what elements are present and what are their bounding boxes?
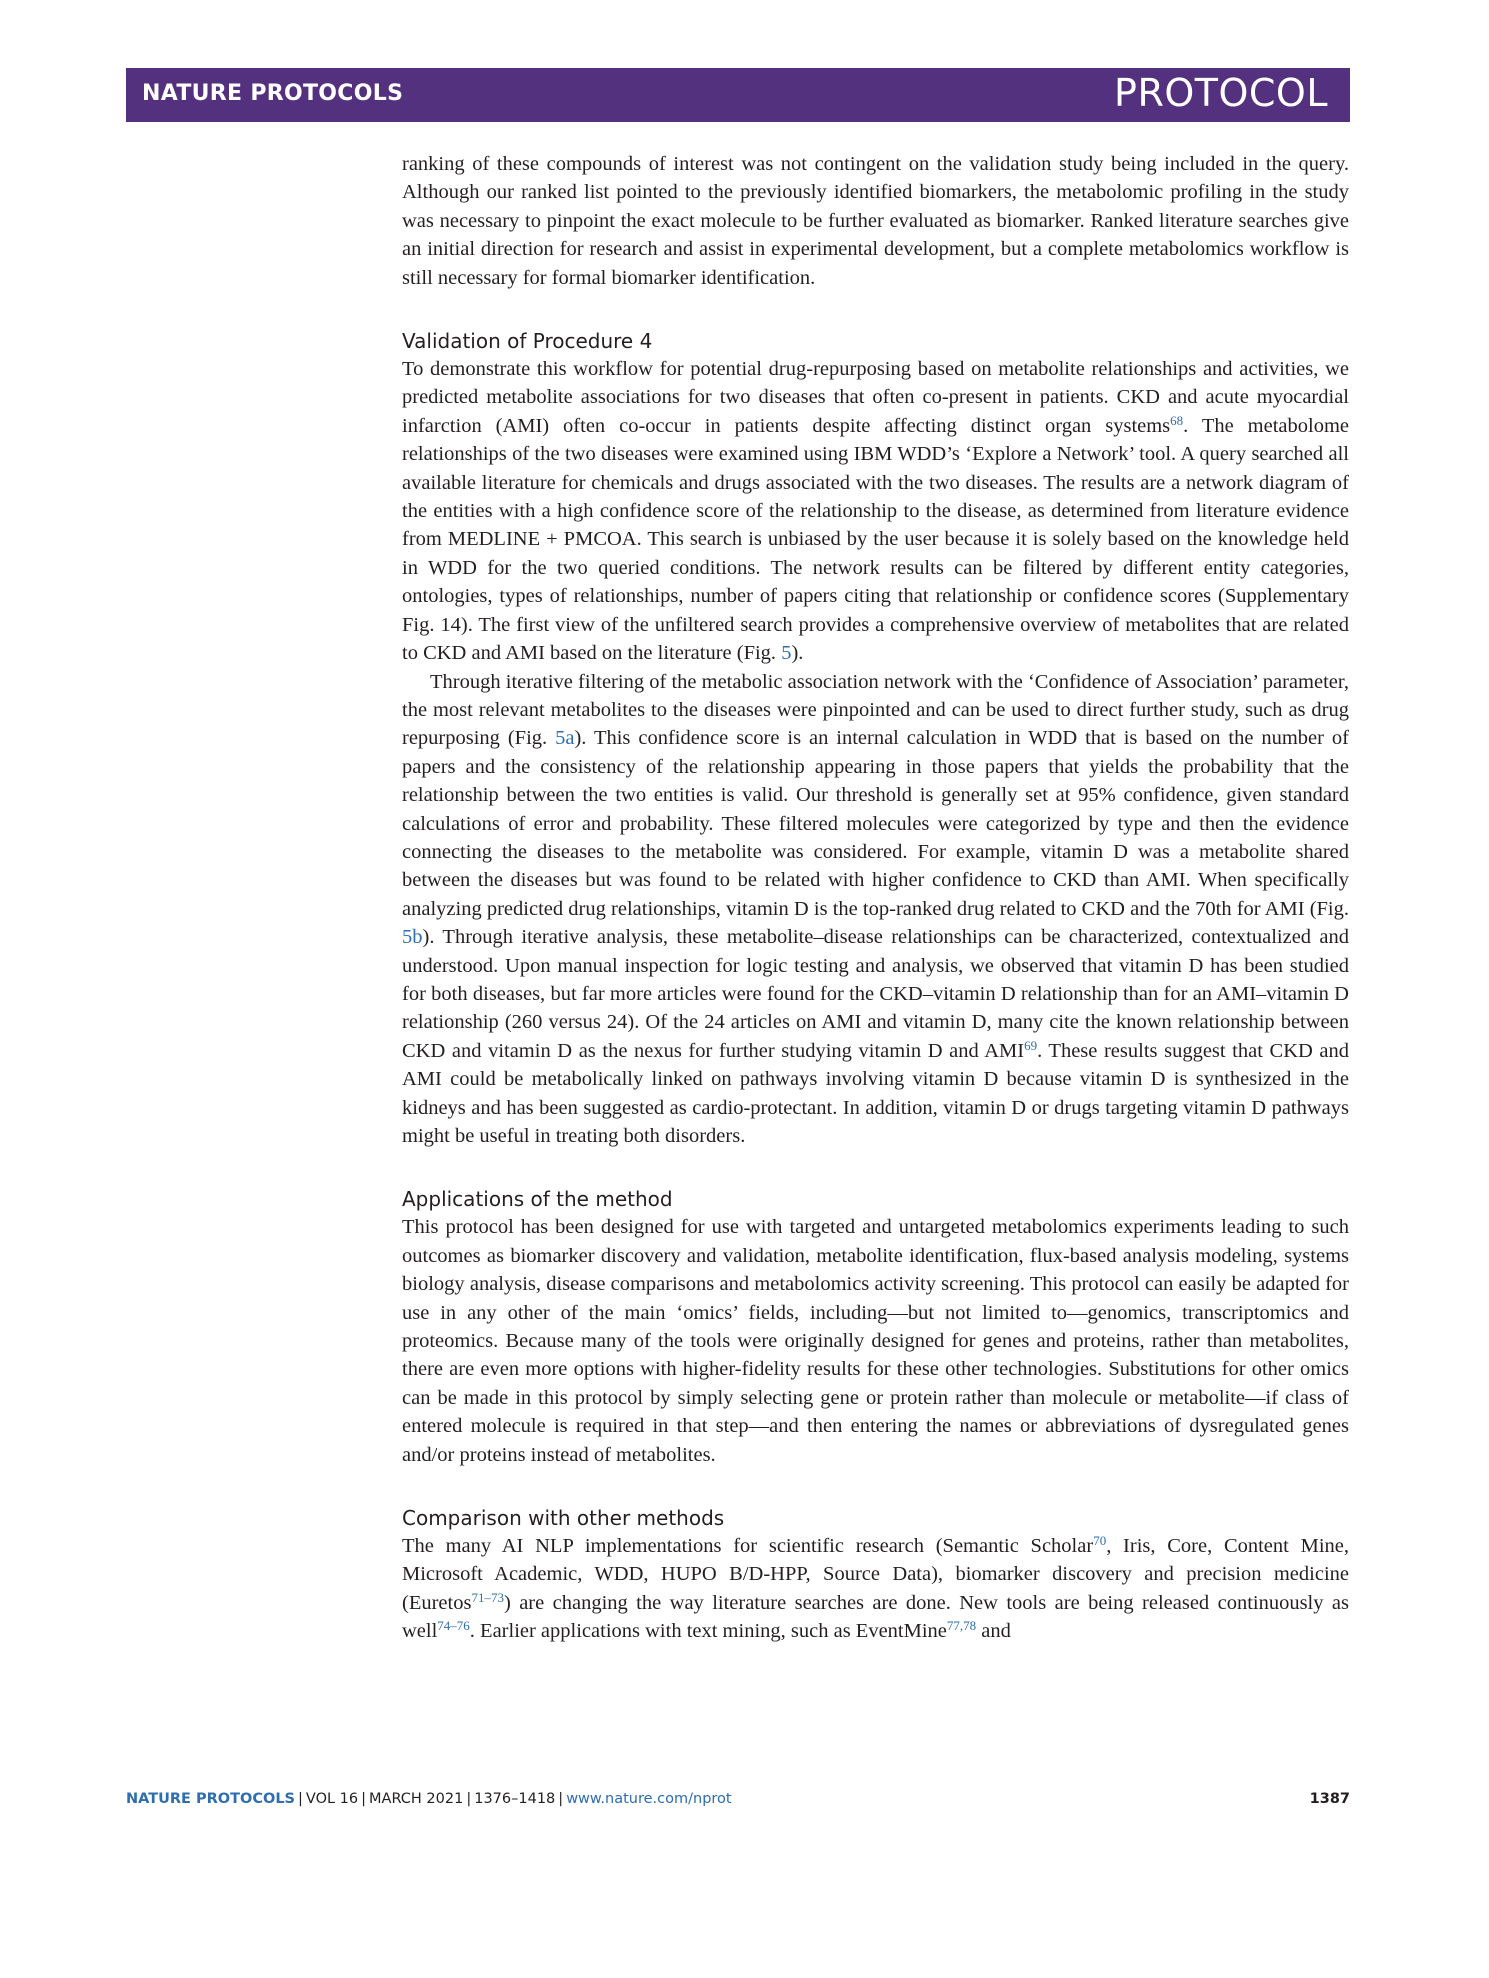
figure-link-5a[interactable]: 5a — [555, 727, 575, 750]
footer-url-link[interactable]: www.nature.com/nprot — [566, 1791, 732, 1807]
journal-name: NATURE PROTOCOLS — [142, 81, 404, 106]
section-heading-applications: Applications of the method — [402, 1187, 673, 1212]
reference-link-70[interactable]: 70 — [1093, 1533, 1107, 1549]
page-footer — [126, 1791, 1350, 1815]
figure-link-5[interactable]: 5 — [781, 642, 792, 665]
comparison-paragraph: The many AI NLP implementations for scientific research (Semantic Scholar$^{70}$, Iris, Core, Content Mine, Microsoft Academic, WDD, HUPO B/D-HPP, Source Data), biomarker discovery and precision medicine (Euretos$^{71-73}$) are changing the way literature searches are done. New tools are being released continuously as well$^{74-76}$. Earlier applications with text mining, such as EventMine$^{77,78}$ and — [402, 1533, 1349, 1643]
reference-link-74-76[interactable]: 74–76 — [437, 1618, 470, 1634]
reference-link-78[interactable]: 78 — [963, 1618, 977, 1634]
article-type: PROTOCOL — [1114, 71, 1328, 115]
applications-paragraph: This protocol has been designed for use with targeted and untargeted metabolomics experiments leading to such outcomes as biomarker discovery and validation, metabolite identification, flux-based analysis modeling, systems biology analysis, disease comparisons and metabolomics activity screening. This protocol can easily be adapted for use in any other of the main ‘omics’ fields, including—but not limited to—genomics, transcriptomics and proteomics. Because many of the tools were originally designed for genes and proteins, rather than metabolites, there are even more options with higher-fidelity results for these other technologies. Substitutions for other omics can be made in this protocol by simply selecting gene or protein rather than molecule or metabolite—if class of entered molecule is required in that step—and then entering the names or abbreviations of dysregulated genes and/or proteins instead of metabolites. — [402, 1216, 1349, 1466]
reference-link-71-73[interactable]: 71–73 — [471, 1589, 504, 1605]
figure-link-5b[interactable]: 5b — [402, 926, 423, 949]
page-number: 1387 — [1309, 1791, 1350, 1807]
validation-paragraph-2: Through iterative filtering of the metabolic association network with the ‘Confidence of Association’ parameter, the most relevant metabolites to the diseases were pinpointed and can be used to direct further study, such as drug repurposing (Fig. 5a). This confidence score is an internal calculation in WDD that is based on the number of papers and the consistency of the relationship appearing in those papers that yields the probability that the relationship between the two entities is valid. Our threshold is generally set at 95% confidence, given standard calculations of error and probability. These filtered molecules were categorized by type and then the evidence connecting the diseases to the metabolite was considered. For example, vitamin D was a metabolite shared between the diseases but was found to be related with higher confidence to CKD than AMI. When specifically analyzing predicted drug relationships, vitamin D is the top-ranked drug related to CKD and the 70th for AMI (Fig. 5b). Through iterative analysis, these metabolite–disease relationships can be characterized, contextualized and understood. Upon manual inspection for logic testing and analysis, we observed that vitamin D has been studied for both diseases, but far more articles were found for the CKD–vitamin D relationship than for an AMI–vitamin D relationship (260 versus 24). Of the 24 articles on AMI and vitamin D, many cite the known relationship between CKD and vitamin D as the nexus for further studying vitamin D and AMI$^{69}$. These results suggest that CKD and AMI could be metabolically linked on pathways involving vitamin D because vitamin D is synthesized in the kidneys and has been suggested as cardio-protectant. In addition, vitamin D or drugs targeting vitamin D pathways might be useful in treating both disorders. — [402, 670, 1349, 1147]
section-heading-comparison: Comparison with other methods — [402, 1506, 725, 1531]
article-body — [402, 150, 1349, 1646]
reference-link-68[interactable]: 68 — [1170, 412, 1184, 428]
footer-date: MARCH 2021 — [369, 1791, 464, 1807]
reference-link-77[interactable]: 77 — [946, 1618, 960, 1634]
footer-citation: NATURE PROTOCOLS | VOL 16 | MARCH 2021 | 1376–1418 | www.nature.com/nprot — [126, 1791, 732, 1807]
footer-pages: 1376–1418 — [474, 1791, 556, 1807]
reference-link-69[interactable]: 69 — [1024, 1037, 1038, 1053]
footer-journal: NATURE PROTOCOLS — [126, 1791, 296, 1807]
intro-paragraph: ranking of these compounds of interest was not contingent on the validation study being included in the query. Although our ranked list pointed to the previously identified biomarkers, the metabolomic profiling in the study was necessary to pinpoint the exact molecule to be further evaluated as biomarker. Ranked literature searches give an initial direction for research and assist in experimental development, but a complete metabolomics workflow is still necessary for formal biomarker identification. — [402, 153, 1349, 289]
validation-paragraph-1: To demonstrate this workflow for potential drug-repurposing based on metabolite relationships and activities, we predicted metabolite associations for two diseases that often co-present in patients. CKD and acute myocardial infarction (AMI) often co-occur in patients despite affecting distinct organ systems$^{68}$. The metabolome relationships of the two diseases were examined using IBM WDD’s ‘Explore a Network’ tool. A query searched all available literature for chemicals and drugs associated with the two diseases. The results are a network diagram of the entities with a high confidence score of the relationship to the disease, as determined from literature evidence from MEDLINE + PMCOA. This search is unbiased by the user because it is solely based on the knowledge held in WDD for the two queried conditions. The network results can be filtered by different entity categories, ontologies, types of relationships, number of papers citing that relationship or confidence scores (Supplementary Fig. 14). The first view of the unfiltered search provides a comprehensive overview of metabolites that are related to CKD and AMI based on the literature (Fig. 5). — [402, 358, 1349, 665]
journal-header-bar — [126, 68, 1350, 122]
section-heading-validation: Validation of Procedure 4 — [402, 329, 653, 354]
footer-volume: VOL 16 — [305, 1791, 359, 1807]
